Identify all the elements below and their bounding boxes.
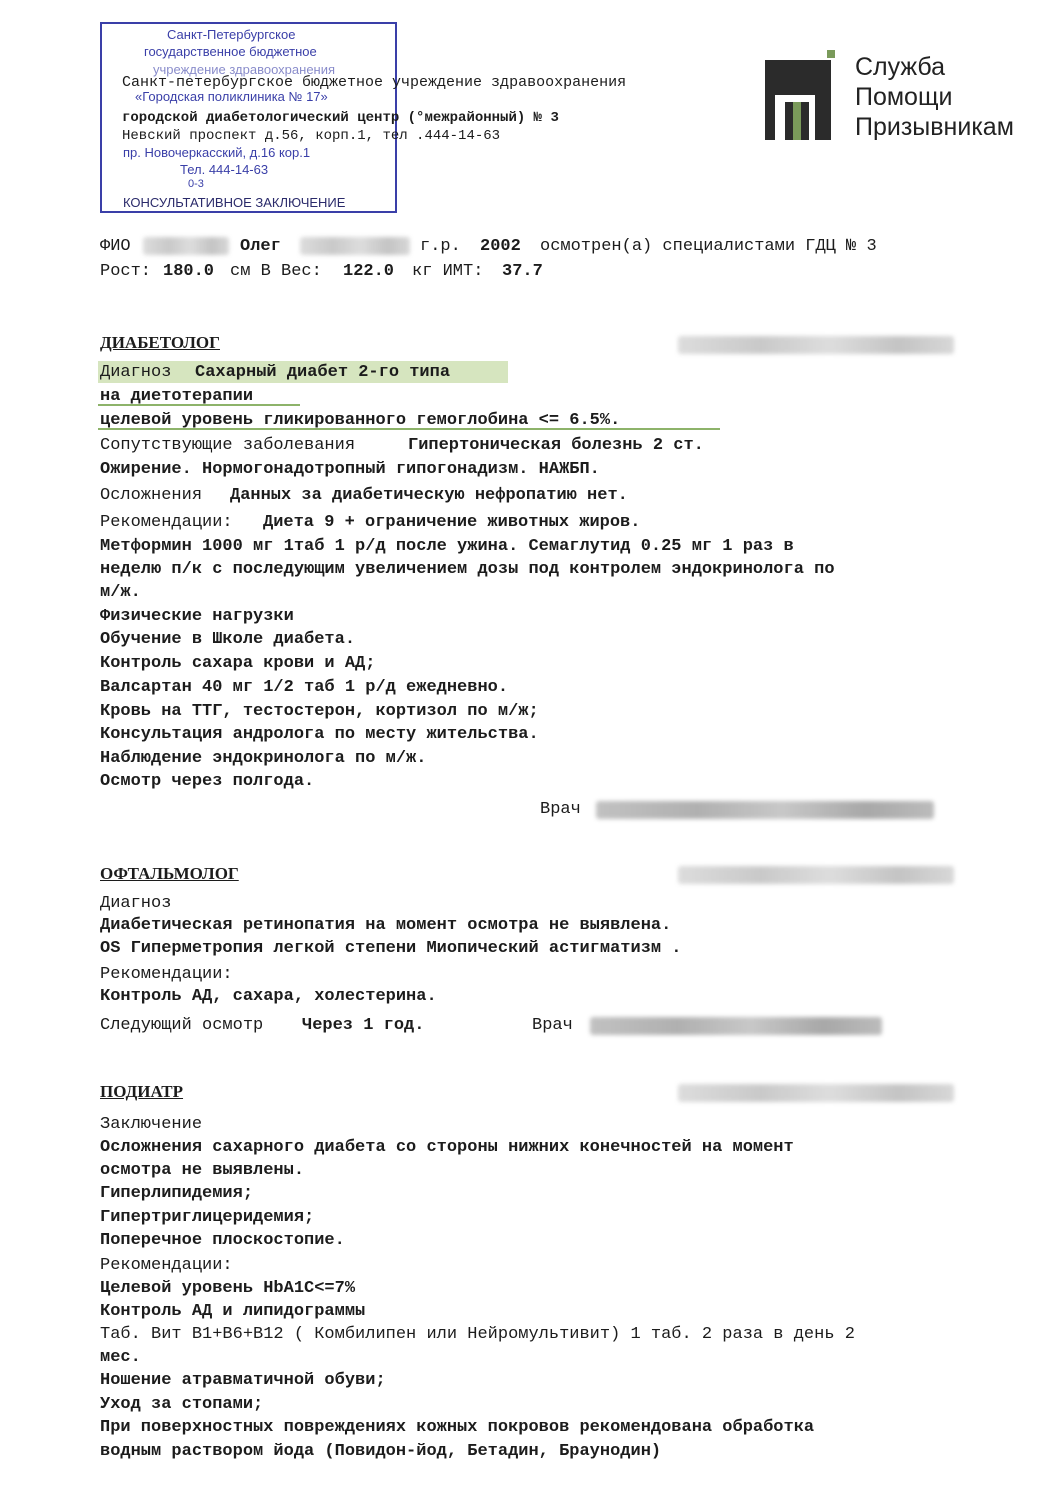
therapy-value: на диетотерапии [100,387,254,406]
recommendation-line: Целевой уровень HbA1C<=7% [100,1279,356,1298]
complications-value: Данных за диабетическую нефропатию нет. [230,486,628,505]
recommendation-line: Кровь на ТТГ, тестостерон, кортизол по м/ж; [100,702,539,721]
recommendation-line [100,1325,855,1344]
diagnosis-label: Диагноз [100,363,172,382]
weight-value: 122.0 [343,262,395,281]
comorbidity-1: Гипертоническая болезнь 2 ст. [408,436,704,455]
logo [765,50,837,140]
recommendation-line: мес. [100,1348,141,1367]
redacted-date [678,1084,954,1102]
height-unit: см В Вес: [230,262,322,281]
target-value: целевой уровень гликированного гемоглобина <= 6.5%. [100,411,621,430]
weight-unit: кг ИМТ: [412,262,484,281]
diagnosis-line-1: Диабетическая ретинопатия на момент осмотра не выявлена. [100,916,672,935]
section-title-ophthalmologist: ОФТАЛЬМОЛОГ [100,864,239,883]
diagnosis-line-2: OS Гиперметропия легкой степени Миопический астигматизм . [100,939,682,958]
recommendations-label: Рекомендации: [100,513,233,532]
next-exam-label: Следующий осмотр [100,1016,264,1035]
redacted-patronymic [300,237,410,255]
conclusion-line: осмотра не выявлены. [100,1161,305,1180]
recommendation-line: Физические нагрузки [100,607,294,626]
conclusion-label: Заключение [100,1115,203,1134]
recommendation-line: Ношение атравматичной обуви; [100,1371,386,1390]
recommendation-line: м/ж. [100,583,141,602]
document-type: КОНСУЛЬТАТИВНОЕ ЗАКЛЮЧЕНИЕ [123,195,346,210]
recommendation-line: водным раствором йода (Повидон-йод, Бетадин, Браунодин) [100,1442,662,1461]
comorbidity-2: Ожирение. Нормогонадотропный гипогонадизм. НАЖБП. [100,460,600,479]
recommendation-line: Контроль АД, сахара, холестерина. [100,987,437,1006]
next-exam-value: Через 1 год. [302,1016,425,1035]
patient-first-name: Олег [240,237,281,256]
redacted-doctor-name [596,801,934,819]
recommendation-line: Наблюдение эндокринолога по м/ж. [100,749,427,768]
recommendation-line: Осмотр через полгода. [100,772,315,791]
redacted-surname [143,237,229,255]
header-institution: Санкт-петербургское бюджетное учреждение здравоохранения [122,74,627,91]
recommendation-first: Диета 9 + ограничение животных жиров. [263,513,641,532]
logo-text-line-1: Служба [855,53,946,81]
logo-text-line-2: Помощи [855,83,953,111]
recommendations-label: Рекомендации: [100,965,233,984]
height-label: Рост: [100,262,152,281]
diagnosis-value: Сахарный диабет 2-го типа [195,363,451,382]
doctor-label: Врач [540,800,581,819]
recommendation-line: Обучение в Школе диабета. [100,630,356,649]
redacted-doctor-name [590,1017,882,1035]
recommendation-line: Валсартан 40 мг 1/2 таб 1 р/д ежедневно. [100,678,509,697]
complications-label: Осложнения [100,486,203,505]
redacted-date [678,336,954,354]
stamp-line-1: Санкт-Петербургское [167,27,296,42]
logo-text-line-3: Призывникам [855,113,1014,141]
conclusion-line: Гипертриглицеридемия; [100,1208,315,1227]
stamp-line-7: Тел. 444-14-63 [180,162,269,177]
recommendation-line: Контроль сахара крови и АД; [100,654,376,673]
birth-label: г.р. [420,237,461,256]
height-value: 180.0 [163,262,215,281]
recommendation-line: При поверхностных повреждениях кожных покровов рекомендована обработка [100,1418,815,1437]
stamp-line-3: учреждение здравоохранения [153,62,336,77]
section-title-podiatrist: ПОДИАТР [100,1082,184,1101]
doctor-label: Врач [532,1016,573,1035]
birth-year: 2002 [480,237,521,256]
stamp-line-2: государственное бюджетное [144,44,317,59]
fio-label: ФИО [100,237,131,256]
recommendation-line: Уход за стопами; [100,1395,264,1414]
section-title-diabetologist: ДИАБЕТОЛОГ [100,333,220,352]
recommendation-line: Консультация андролога по месту жительства. [100,725,539,744]
conclusion-line: Поперечное плоскостопие. [100,1231,345,1250]
stamp-line-8: 0-3 [188,178,204,190]
recommendation-line: Контроль АД и липидограммы [100,1302,366,1321]
recommendation-line: неделю п/к с последующим увеличением дозы под контролем эндокринолога по [100,560,835,579]
vitamins-text: Таб. Вит В1+В6+В12 ( Комбилипен или Нейромультивит) 1 таб. 2 раза в день 2 [100,1325,855,1344]
stamp-line-6: пр. Новочеркасский, д.16 кор.1 [123,145,311,160]
recommendation-line: Метформин 1000 мг 1таб 1 р/д после ужина. Семаглутид 0.25 мг 1 раз в [100,537,794,556]
header-address: Невский проспект д.56, корп.1, тел .444-14-63 [122,128,501,144]
comorbidities-label: Сопутствующие заболевания [100,436,356,455]
conclusion-line: Осложнения сахарного диабета со стороны нижних конечностей на момент [100,1138,794,1157]
recommendations-label: Рекомендации: [100,1256,233,1275]
examined-text: осмотрен(а) специалистами ГДЦ № 3 [540,237,877,256]
header-center: городской диабетологический центр (°межрайонный) № 3 [122,110,559,126]
bmi-value: 37.7 [502,262,543,281]
logo-mark-icon [765,50,837,140]
conclusion-line: Гиперлипидемия; [100,1184,254,1203]
diagnosis-label: Диагноз [100,894,172,913]
stamp-line-4: «Городская поликлиника № 17» [135,89,328,104]
redacted-date [678,866,954,884]
